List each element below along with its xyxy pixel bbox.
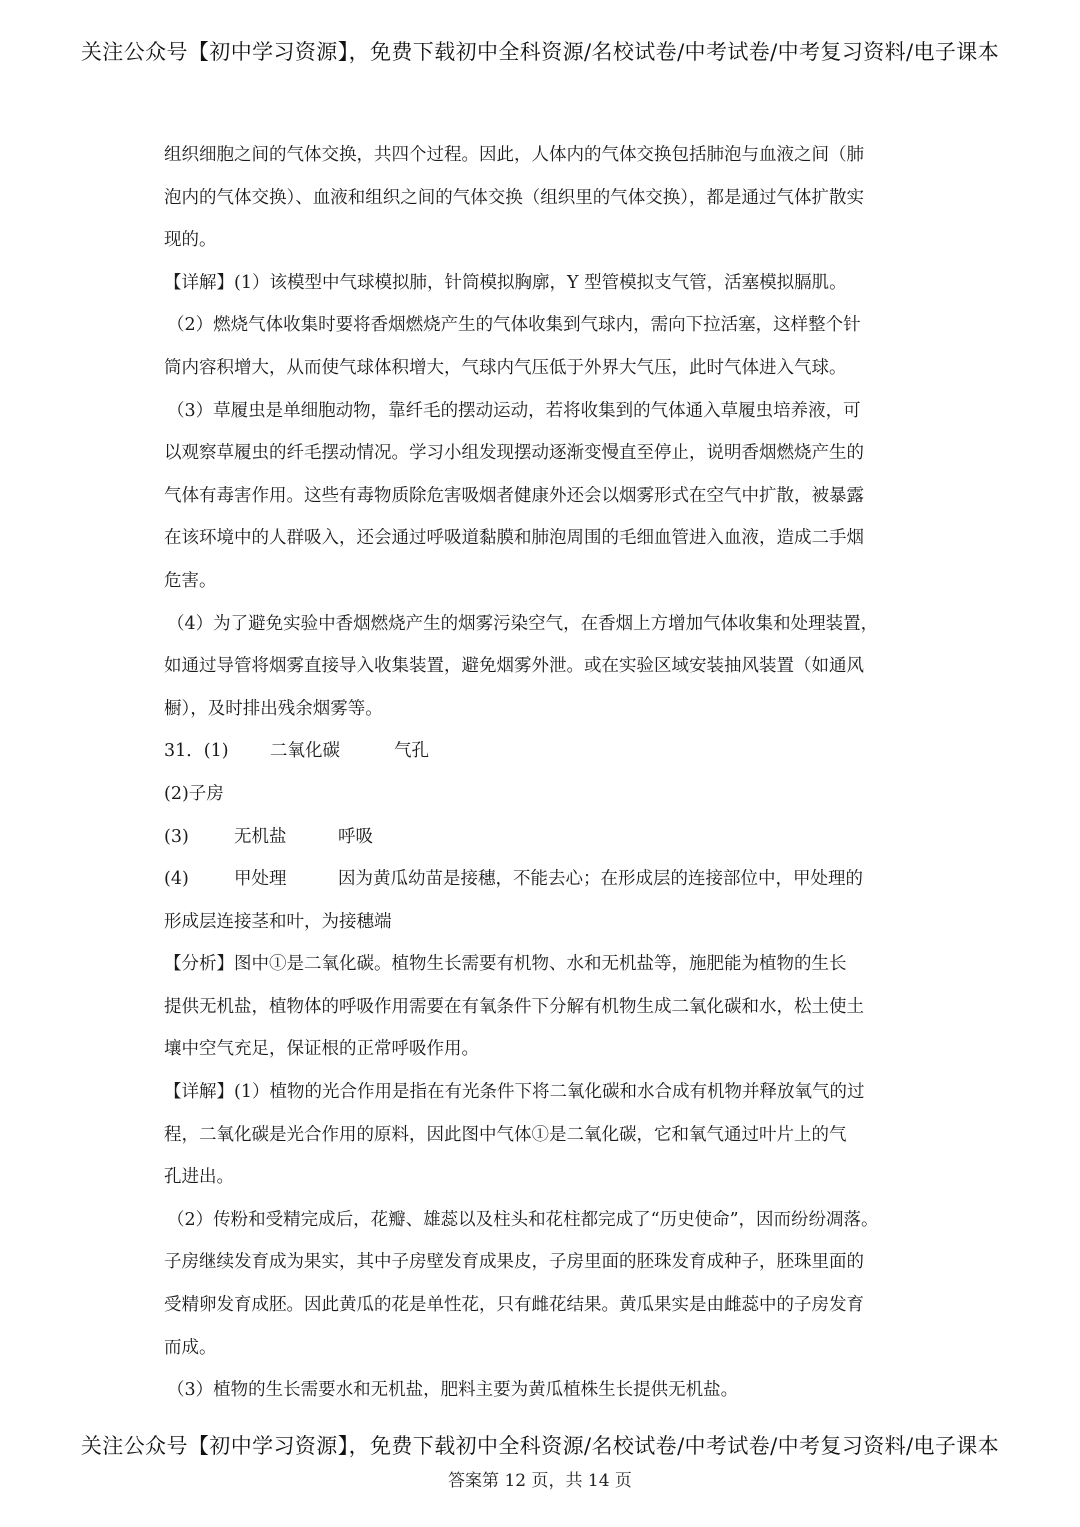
answer-value: 二氧化碳: [270, 741, 340, 762]
body-line: 组织细胞之间的气体交换，共四个过程。因此，人体内的气体交换包括肺泡与血液之间（肺: [164, 145, 864, 165]
body-line: （4）为了避免实验中香烟燃烧产生的烟雾污染空气，在香烟上方增加气体收集和处理装置，: [167, 613, 879, 634]
body-line: 程，二氧化碳是光合作用的原料，因此图中气体①是二氧化碳，它和氧气通过叶片上的气: [164, 1124, 847, 1145]
answer-label: (3): [164, 826, 189, 847]
body-line: 子房继续发育成为果实，其中子房壁发育成果皮，子房里面的胚珠发育成种子，胚珠里面的: [164, 1252, 864, 1273]
body-line: 危害。: [164, 570, 217, 591]
body-line: 提供无机盐，植物体的呼吸作用需要在有氧条件下分解有机物生成二氧化碳和水，松土使土: [164, 996, 864, 1017]
body-line: 筒内容积增大，从而使气球体积增大，气球内气压低于外界大气压，此时气体进入气球。: [164, 357, 847, 378]
body-line: （2）燃烧气体收集时要将香烟燃烧产生的气体收集到气球内，需向下拉活塞，这样整个针: [167, 315, 861, 336]
body-line: （3）草履虫是单细胞动物，靠纤毛的摆动运动，若将收集到的气体通入草履虫培养液，可: [167, 400, 861, 421]
answer-body: [164, 134, 934, 1412]
body-line: 受精卵发育成胚。因此黄瓜的花是单性花，只有雌花结果。黄瓜果实是由雌蕊中的子房发育: [164, 1295, 864, 1316]
answer-31-part-4-cont: 形成层连接茎和叶，为接穗端: [164, 911, 392, 932]
body-line: 壤中空气充足，保证根的正常呼吸作用。: [164, 1039, 479, 1060]
answer-label: 31．(1): [164, 741, 229, 762]
header-promo-banner: 关注公众号【初中学习资源】，免费下载初中全科资源/名校试卷/中考试卷/中考复习资料/电子课本: [80, 40, 1000, 64]
body-line: （2）传粉和受精完成后，花瓣、雄蕊以及柱头和花柱都完成了“历史使命”，因而纷纷凋落。: [167, 1209, 879, 1230]
body-line: 以观察草履虫的纤毛摆动情况。学习小组发现摆动逐渐变慢直至停止，说明香烟燃烧产生的: [164, 443, 864, 464]
body-line: 泡内的气体交换）、血液和组织之间的气体交换（组织里的气体交换），都是通过气体扩散实: [164, 187, 864, 208]
answer-31-part-1: [164, 730, 934, 773]
body-line: 在该环境中的人群吸入，还会通过呼吸道黏膜和肺泡周围的毛细血管进入血液，造成二手烟: [164, 528, 864, 549]
answer-value: 气孔: [394, 741, 429, 762]
answer-31-part-3: [164, 816, 934, 859]
body-line: 橱），及时排出残余烟雾等。: [164, 698, 383, 719]
answer-label: (4): [164, 869, 189, 890]
answer-31-part-2: (2)子房: [164, 783, 224, 804]
footer-promo-banner: 关注公众号【初中学习资源】，免费下载初中全科资源/名校试卷/中考试卷/中考复习资料/电子课本: [80, 1434, 1000, 1458]
body-line: 而成。: [164, 1337, 217, 1358]
body-line: 【分析】图中①是二氧化碳。植物生长需要有机物、水和无机盐等，施肥能为植物的生长: [164, 954, 847, 975]
body-line: 孔进出。: [164, 1167, 234, 1188]
page-number: 答案第 12 页，共 14 页: [448, 1471, 632, 1491]
answer-value: 呼吸: [338, 826, 373, 847]
body-line: 现的。: [164, 230, 217, 251]
body-line: 【详解】(1）该模型中气球模拟肺，针筒模拟胸廓，Y 型管模拟支气管，活塞模拟膈肌。: [164, 272, 847, 293]
answer-value: 因为黄瓜幼苗是接穗，不能去心；在形成层的连接部位中，甲处理的: [338, 869, 863, 890]
answer-value: 无机盐: [234, 826, 287, 847]
body-line: 气体有毒害作用。这些有毒物质除危害吸烟者健康外还会以烟雾形式在空气中扩散，被暴露: [164, 485, 864, 506]
body-line: 【详解】(1）植物的光合作用是指在有光条件下将二氧化碳和水合成有机物并释放氧气的过: [164, 1082, 865, 1103]
answer-31-part-4: [164, 858, 934, 901]
answer-value: 甲处理: [234, 869, 287, 890]
body-line: 如通过导管将烟雾直接导入收集装置，避免烟雾外泄。或在实验区域安装抽风装置（如通风: [164, 656, 864, 677]
body-line: （3）植物的生长需要水和无机盐，肥料主要为黄瓜植株生长提供无机盐。: [167, 1380, 739, 1401]
